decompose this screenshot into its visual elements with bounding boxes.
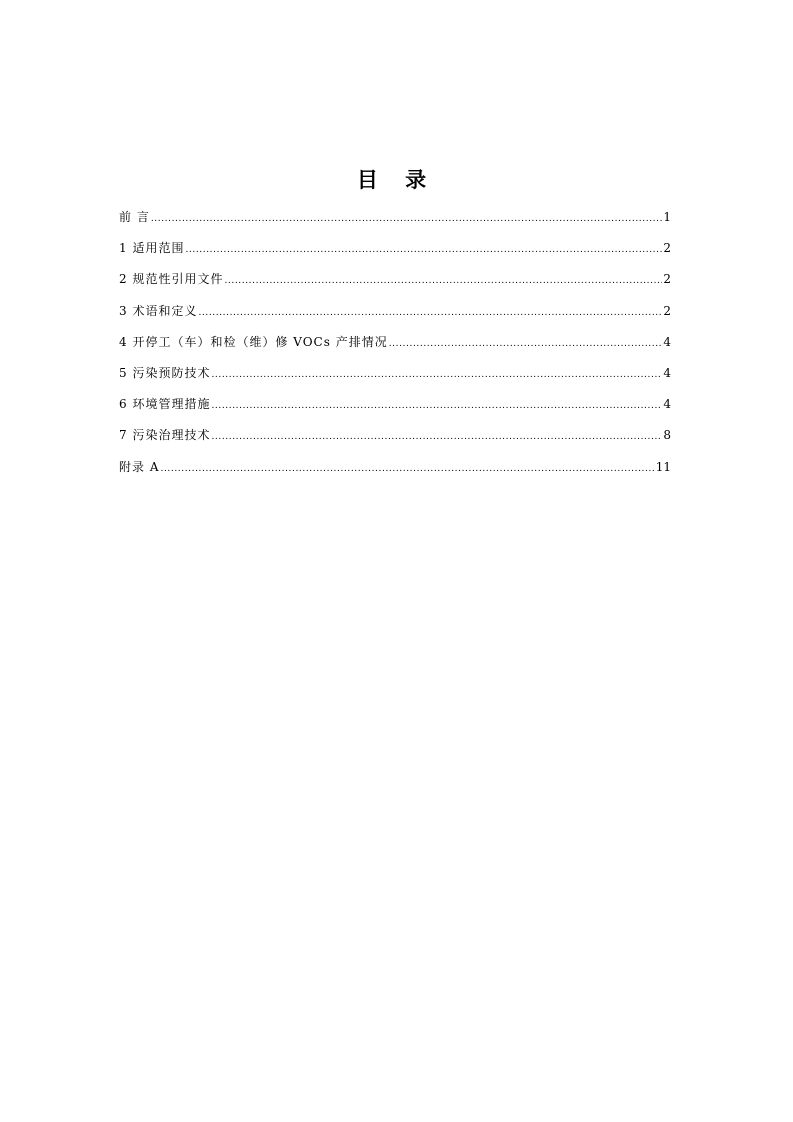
toc-entry-page: 4 bbox=[663, 397, 671, 412]
toc-entry[interactable] bbox=[119, 363, 671, 394]
toc-entry[interactable] bbox=[119, 301, 671, 332]
toc-entry-label: 3 术语和定义 bbox=[119, 303, 198, 318]
page-title: 目 录 bbox=[356, 168, 437, 192]
table-of-contents bbox=[119, 207, 671, 488]
toc-entry-label: 1 适用范围 bbox=[119, 241, 185, 256]
toc-entry-label: 6 环境管理措施 bbox=[119, 397, 211, 412]
toc-dot-leader bbox=[211, 396, 662, 416]
toc-dot-leader bbox=[160, 459, 654, 479]
toc-dot-leader bbox=[151, 209, 663, 229]
toc-entry-label: 2 规范性引用文件 bbox=[119, 272, 224, 287]
toc-entry-page: 2 bbox=[663, 303, 671, 318]
toc-entry[interactable] bbox=[119, 269, 671, 300]
toc-entry-page: 2 bbox=[663, 272, 671, 287]
toc-dot-leader bbox=[185, 240, 662, 260]
toc-entry[interactable] bbox=[119, 425, 671, 456]
toc-entry[interactable] bbox=[119, 238, 671, 269]
toc-entry[interactable] bbox=[119, 207, 671, 238]
toc-entry-page: 4 bbox=[663, 365, 671, 380]
toc-entry-label: 前 言 bbox=[119, 210, 150, 224]
toc-entry-page: 1 bbox=[663, 210, 671, 224]
toc-entry-label: 附录 A bbox=[119, 459, 160, 474]
toc-entry[interactable] bbox=[119, 457, 671, 488]
toc-entry-page: 11 bbox=[655, 459, 671, 474]
toc-entry-label: 4 开停工（车）和检（维）修 VOCs 产排情况 bbox=[119, 334, 388, 349]
toc-entry-label: 5 污染预防技术 bbox=[119, 365, 211, 380]
toc-entry[interactable] bbox=[119, 332, 671, 363]
toc-entry-label: 7 污染治理技术 bbox=[119, 428, 211, 443]
toc-dot-leader bbox=[389, 334, 663, 354]
toc-entry[interactable] bbox=[119, 394, 671, 425]
toc-dot-leader bbox=[198, 303, 662, 323]
toc-entry-page: 4 bbox=[663, 334, 671, 349]
toc-dot-leader bbox=[211, 365, 662, 385]
toc-dot-leader bbox=[211, 427, 662, 447]
toc-entry-page: 8 bbox=[663, 428, 671, 443]
toc-entry-page: 2 bbox=[663, 241, 671, 256]
toc-dot-leader bbox=[224, 271, 662, 291]
